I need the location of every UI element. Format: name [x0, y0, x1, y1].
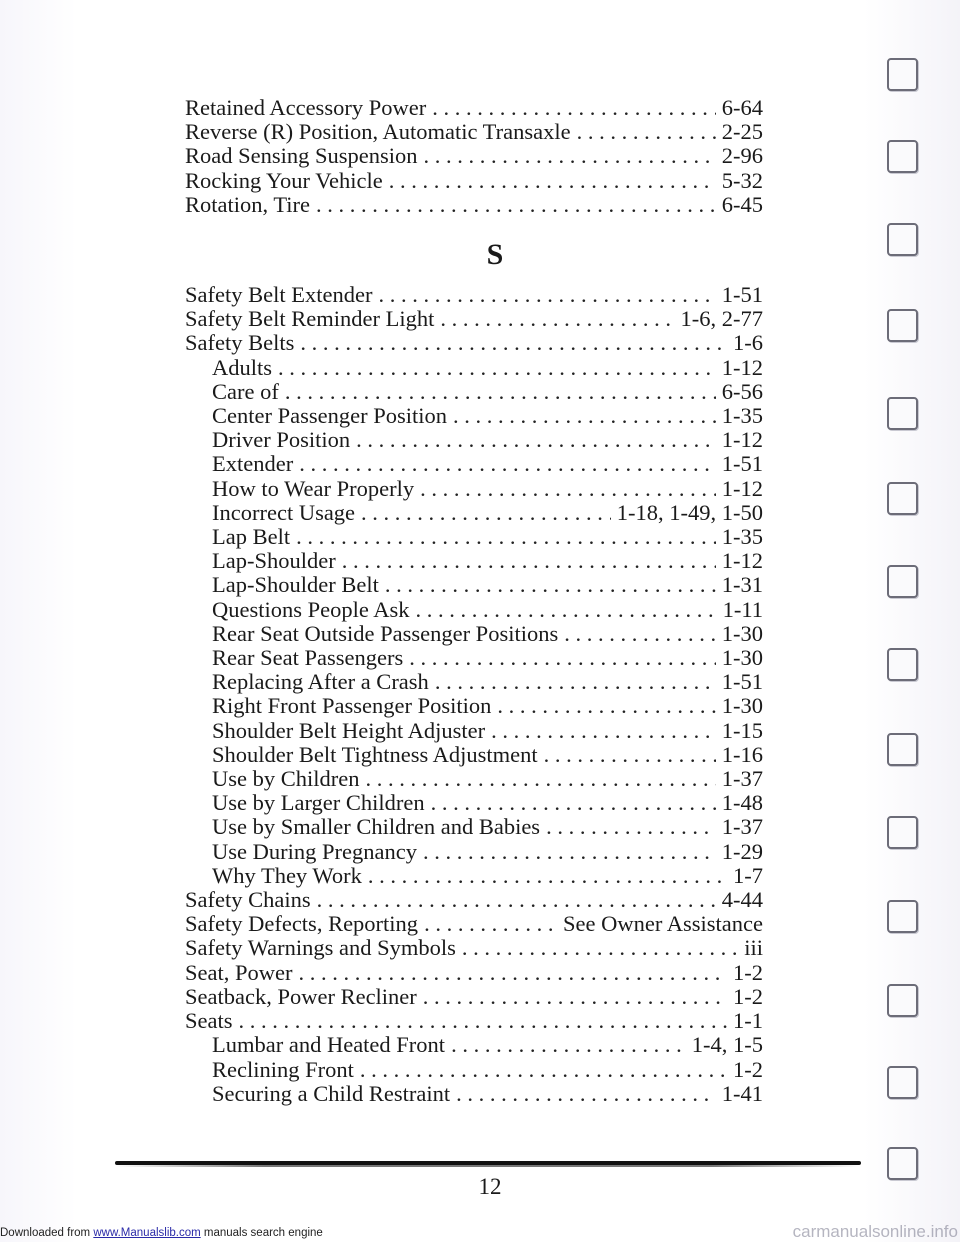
index-subentry	[185, 356, 763, 380]
entry-term: Driver Position	[212, 428, 351, 453]
section-tab[interactable]	[887, 816, 918, 849]
entry-term: Safety Belt Extender	[185, 283, 373, 307]
entry-term: Rear Seat Outside Passenger Positions	[212, 621, 559, 646]
entry-term: Safety Defects, Reporting	[185, 912, 419, 937]
entry-term: Lap-Shoulder Belt	[212, 573, 379, 598]
entry-pages: 1-4, 1-5	[691, 1033, 763, 1058]
entry-term: Lap-Shoulder	[212, 549, 336, 574]
entry-pages: 1-51	[721, 670, 763, 695]
entry-term: Rocking Your Vehicle	[185, 168, 383, 193]
entry-term: Road Sensing Suspension	[185, 144, 418, 169]
entry-term: Safety Warnings and Symbols	[185, 936, 456, 961]
site-watermark: carmanualsonline.info	[792, 1222, 958, 1241]
index-subentry	[185, 743, 763, 767]
index-entry	[185, 961, 763, 985]
dot-leader	[564, 622, 716, 646]
entry-pages: 2-96	[721, 144, 763, 169]
entry-pages: 4-44	[721, 888, 763, 913]
index-entry	[185, 912, 763, 936]
index-list-r	[185, 96, 763, 217]
entry-term: Use by Children	[212, 767, 360, 792]
entry-term: Rear Seat Passengers	[212, 646, 404, 671]
index-subentry	[185, 598, 763, 622]
entry-pages: 1-12	[721, 476, 763, 501]
download-footer	[0, 1227, 323, 1239]
dot-leader	[423, 840, 716, 864]
entry-term: Extender	[212, 452, 294, 477]
entry-pages: 1-16	[721, 742, 763, 767]
entry-term: Replacing After a Crash	[212, 670, 429, 695]
index-entry	[185, 331, 763, 355]
index-subentry	[185, 864, 763, 888]
dot-leader	[424, 144, 716, 168]
dot-leader	[356, 428, 716, 452]
entry-term: Why They Work	[212, 863, 362, 888]
index-subentry	[185, 549, 763, 573]
manualslib-link[interactable]: www.Manualslib.com	[93, 1227, 201, 1239]
index-entry	[185, 193, 763, 217]
entry-term: Care of	[212, 379, 279, 404]
footer-prefix: Downloaded from	[0, 1227, 94, 1239]
dot-leader	[435, 670, 716, 694]
entry-term: Lumbar and Heated Front	[212, 1033, 446, 1058]
entry-pages: 1-2	[733, 1057, 763, 1082]
entry-pages: 6-56	[721, 379, 763, 404]
entry-term: Use by Smaller Children and Babies	[212, 815, 541, 840]
index-subentry	[185, 404, 763, 428]
entry-term: Use by Larger Children	[212, 791, 425, 816]
entry-pages: 1-12	[721, 549, 763, 574]
entry-pages: 1-51	[721, 452, 763, 477]
index-subentry	[185, 646, 763, 670]
section-tab[interactable]	[887, 140, 918, 173]
index-subentry	[185, 1058, 763, 1082]
dot-leader	[491, 719, 716, 743]
index-subentry	[185, 1082, 763, 1106]
entry-pages: 1-31	[721, 573, 763, 598]
dot-leader	[544, 743, 716, 767]
section-tab[interactable]	[887, 984, 918, 1017]
dot-leader	[451, 1033, 686, 1057]
dot-leader	[432, 96, 716, 120]
index-subentry	[185, 573, 763, 597]
entry-pages: 1-30	[721, 621, 763, 646]
index-subentry	[185, 767, 763, 791]
dot-leader	[389, 169, 716, 193]
section-tab[interactable]	[887, 309, 918, 342]
entry-term: Questions People Ask	[212, 597, 410, 622]
entry-term: Safety Belts	[185, 331, 295, 356]
section-tab-strip	[883, 54, 923, 1184]
index-subentry	[185, 501, 763, 525]
dot-leader	[361, 501, 611, 525]
index-entry	[185, 169, 763, 193]
dot-leader	[317, 888, 716, 912]
entry-term: Use During Pregnancy	[212, 839, 417, 864]
entry-pages: 1-37	[721, 815, 763, 840]
entry-pages: 1-37	[721, 767, 763, 792]
entry-term: Reclining Front	[212, 1057, 354, 1082]
entry-pages: 1-48	[721, 791, 763, 816]
index-entry	[185, 96, 763, 120]
entry-term: Shoulder Belt Tightness Adjustment	[212, 742, 538, 767]
dot-leader	[299, 452, 716, 476]
entry-pages: See Owner Assistance	[563, 912, 763, 937]
section-tab[interactable]	[887, 1147, 918, 1180]
page-number: 12	[478, 1174, 502, 1199]
entry-pages: 1-30	[721, 646, 763, 671]
entry-term: Shoulder Belt Height Adjuster	[212, 718, 486, 743]
index-subentry	[185, 380, 763, 404]
index-subentry	[185, 694, 763, 718]
dot-leader	[431, 791, 716, 815]
footer-rule	[115, 1161, 861, 1165]
entry-term: Safety Belt Reminder Light	[185, 307, 435, 332]
section-tab[interactable]	[887, 58, 918, 91]
entry-pages: 1-51	[721, 283, 763, 307]
entry-pages: 1-7	[733, 863, 763, 888]
index-subentry	[185, 791, 763, 815]
section-tab[interactable]	[887, 1066, 918, 1099]
dot-leader	[300, 331, 727, 355]
entry-pages: 1-6	[733, 331, 763, 356]
entry-pages: 1-12	[721, 428, 763, 453]
entry-term: Lap Belt	[212, 525, 291, 550]
entry-pages: 1-6, 2-77	[680, 307, 763, 332]
entry-pages: 1-29	[721, 839, 763, 864]
entry-term: Center Passenger Position	[212, 404, 447, 429]
entry-term: Right Front Passenger Position	[212, 694, 492, 719]
entry-term: Safety Chains	[185, 888, 311, 913]
dot-leader	[316, 193, 716, 217]
index-list-s	[185, 283, 763, 1106]
dot-leader	[409, 646, 716, 670]
dot-leader	[285, 380, 716, 404]
index-subentry	[185, 815, 763, 839]
entry-pages: 1-35	[721, 404, 763, 429]
entry-pages: 1-41	[721, 1081, 763, 1106]
index-subentry	[185, 525, 763, 549]
dot-leader	[368, 864, 727, 888]
entry-pages: 2-25	[721, 120, 763, 145]
entry-term: Incorrect Usage	[212, 500, 356, 525]
entry-term: Seats	[185, 1009, 233, 1034]
section-tab[interactable]	[887, 565, 918, 598]
entry-term: Reverse (R) Position, Automatic Transaxle	[185, 120, 571, 145]
dot-leader	[239, 1009, 728, 1033]
index-subentry	[185, 840, 763, 864]
index-subentry	[185, 719, 763, 743]
entry-pages: 1-2	[733, 984, 763, 1009]
section-heading-letter: S	[486, 238, 504, 271]
entry-term: Securing a Child Restraint	[212, 1081, 451, 1106]
entry-term: Seatback, Power Recliner	[185, 984, 417, 1009]
dot-leader	[416, 598, 717, 622]
dot-leader	[365, 767, 715, 791]
dot-leader	[453, 404, 716, 428]
section-tab[interactable]	[887, 482, 918, 515]
entry-pages: 6-64	[721, 96, 763, 120]
index-subentry	[185, 452, 763, 476]
footer-suffix: manuals search engine	[200, 1227, 323, 1239]
section-tab[interactable]	[887, 900, 918, 933]
entry-pages: 1-1	[733, 1009, 763, 1034]
dot-leader	[360, 1058, 727, 1082]
dot-leader	[497, 694, 715, 718]
index-entry	[185, 985, 763, 1009]
dot-leader	[577, 120, 716, 144]
index-subentry	[185, 477, 763, 501]
dot-leader	[378, 283, 715, 307]
index-subentry	[185, 1033, 763, 1057]
entry-term: How to Wear Properly	[212, 476, 415, 501]
entry-term: Adults	[212, 355, 273, 380]
index-entry	[185, 888, 763, 912]
dot-leader	[456, 1082, 716, 1106]
entry-term: Retained Accessory Power	[185, 96, 427, 120]
entry-pages: 1-15	[721, 718, 763, 743]
section-tab[interactable]	[887, 733, 918, 766]
dot-leader	[546, 815, 716, 839]
dot-leader	[424, 912, 557, 936]
entry-pages: 6-45	[721, 192, 763, 217]
entry-pages: 1-35	[721, 525, 763, 550]
index-entry	[185, 1009, 763, 1033]
entry-term: Seat, Power	[185, 960, 293, 985]
entry-pages: 5-32	[721, 168, 763, 193]
dot-leader	[440, 307, 674, 331]
dot-leader	[385, 573, 716, 597]
index-entry	[185, 144, 763, 168]
index-entry	[185, 307, 763, 331]
dot-leader	[278, 356, 716, 380]
entry-pages: 1-2	[733, 960, 763, 985]
section-tab[interactable]	[887, 397, 918, 430]
entry-pages: 1-18, 1-49, 1-50	[616, 500, 763, 525]
entry-pages: 1-12	[721, 355, 763, 380]
index-subentry	[185, 428, 763, 452]
index-entry	[185, 936, 763, 960]
dot-leader	[342, 549, 716, 573]
dot-leader	[298, 961, 727, 985]
entry-pages: iii	[744, 936, 763, 961]
index-entry	[185, 120, 763, 144]
dot-leader	[462, 936, 738, 960]
entry-pages: 1-30	[721, 694, 763, 719]
dot-leader	[420, 477, 716, 501]
section-tab[interactable]	[887, 223, 918, 256]
index-subentry	[185, 622, 763, 646]
entry-pages: 1-11	[722, 597, 763, 622]
dot-leader	[423, 985, 727, 1009]
index-entry	[185, 283, 763, 307]
index-subentry	[185, 670, 763, 694]
entry-term: Rotation, Tire	[185, 192, 311, 217]
section-tab[interactable]	[887, 648, 918, 681]
dot-leader	[296, 525, 716, 549]
